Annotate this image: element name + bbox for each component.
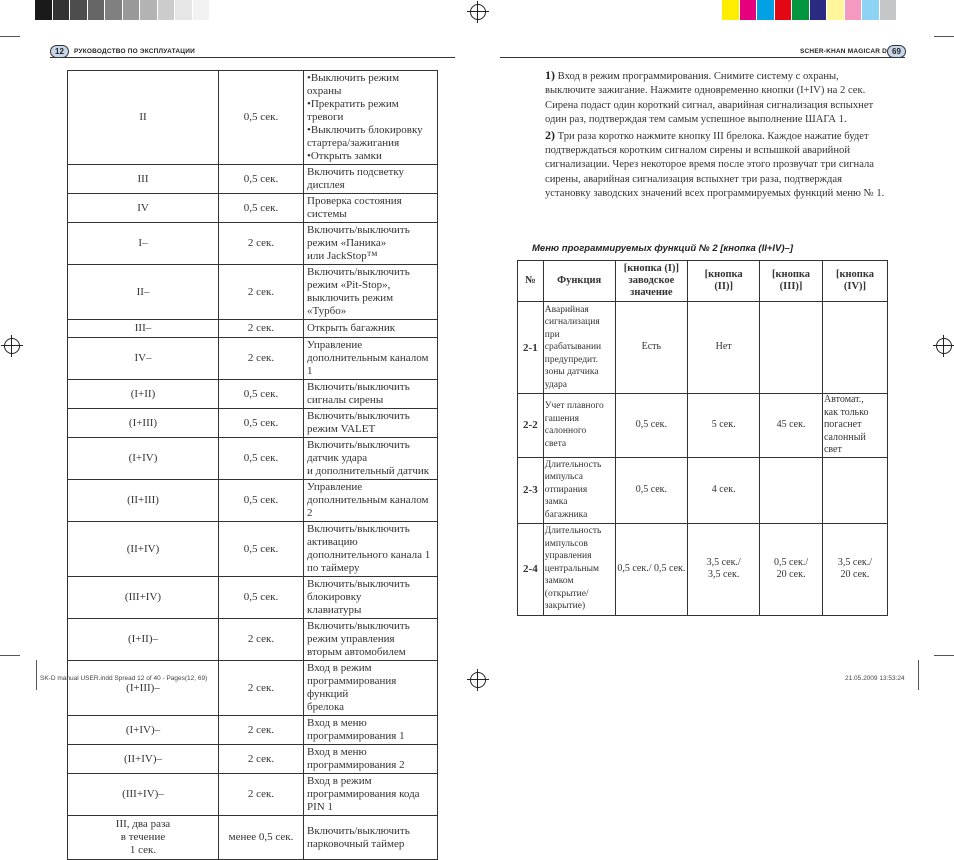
- color-swatch: [792, 0, 810, 20]
- button-combo-cell: IV: [68, 194, 219, 223]
- button-combo-cell: (III+IV): [68, 577, 219, 619]
- gray-swatch: [53, 0, 71, 20]
- value-button-1: 0,5 сек./ 0,5 сек.: [615, 523, 688, 615]
- table-row: [68, 265, 438, 320]
- registration-mark-right: [936, 338, 952, 354]
- programmable-functions-table: [517, 260, 888, 616]
- table-row: [68, 194, 438, 223]
- table-row: [68, 438, 438, 480]
- menu-number: 2-4: [518, 523, 544, 615]
- menu-number: 2-1: [518, 302, 544, 394]
- button-combo-cell: III: [68, 165, 219, 194]
- press-time-cell: 2 сек.: [219, 265, 304, 320]
- right-header-rule: [500, 57, 905, 58]
- menu-number: 2-3: [518, 457, 544, 523]
- right-running-head: SCHER-KHAN MAGICAR D: [800, 48, 888, 55]
- button-combo-cell: (I+III)–: [68, 661, 219, 716]
- crop-mark: [0, 36, 20, 37]
- button-combo-cell: II: [68, 71, 219, 165]
- function-cell: Управление дополнительным каналом 2: [304, 480, 438, 522]
- table-row: [68, 165, 438, 194]
- menu-function: Аварийная сигнализация при срабатывании предупредит. зоны датчика удара: [543, 302, 615, 394]
- left-header-rule: [50, 57, 455, 58]
- value-button-3: 0,5 сек./ 20 сек.: [760, 523, 823, 615]
- table-row: [68, 816, 438, 860]
- menu-number: 2-2: [518, 394, 544, 458]
- table-row: [68, 409, 438, 438]
- press-time-cell: 0,5 сек.: [219, 71, 304, 165]
- step-paragraph: 1) Вход в режим программирования. Снимите систему с охраны, выключите зажигание. Нажмите одновременно кнопки (I+IV) на 2 сек. Сирена подаст один короткий сигнал, аварийная сигнализация вспыхнет один раз, подтверждая тем самым успешное выполнение ШАГА 1.: [545, 68, 874, 126]
- press-time-cell: менее 0,5 сек.: [219, 816, 304, 860]
- crop-mark: [36, 660, 37, 690]
- press-time-cell: 0,5 сек.: [219, 480, 304, 522]
- value-button-2: Нет: [688, 302, 760, 394]
- registration-mark-top: [470, 4, 486, 20]
- gray-swatch: [35, 0, 53, 20]
- column-header: [кнопка (IV)]: [822, 261, 887, 302]
- color-swatch: [775, 0, 793, 20]
- menu-function: Длительность импульса отпирания замка багажника: [543, 457, 615, 523]
- column-header: [кнопка (III)]: [760, 261, 823, 302]
- menu-title: Меню программируемых функций № 2 [кнопка (II+IV)–]: [532, 243, 793, 254]
- value-button-3: [760, 302, 823, 394]
- function-cell: Управление дополнительным каналом 1: [304, 338, 438, 380]
- value-button-2: 5 сек.: [688, 394, 760, 458]
- left-page-number: 12: [50, 45, 69, 58]
- table-row: [68, 338, 438, 380]
- press-time-cell: 0,5 сек.: [219, 438, 304, 480]
- column-header: [кнопка (I)] заводское значение: [615, 261, 688, 302]
- press-time-cell: 2 сек.: [219, 774, 304, 816]
- table-row: [68, 380, 438, 409]
- table-row: [68, 774, 438, 816]
- function-cell: •Выключить режим охраны •Прекратить режим тревоги •Выключить блокировку стартера/зажигания •Открыть замки: [304, 71, 438, 165]
- color-swatch: [722, 0, 740, 20]
- crop-mark: [934, 655, 954, 656]
- function-cell: Включить/выключить парковочный таймер: [304, 816, 438, 860]
- value-button-2: 3,5 сек./ 3,5 сек.: [688, 523, 760, 615]
- function-cell: Включить/выключить режим управления вторым автомобилем: [304, 619, 438, 661]
- function-cell: Включить/выключить активацию дополнительного канала 1 по таймеру: [304, 522, 438, 577]
- value-button-2: 4 сек.: [688, 457, 760, 523]
- footer-file-info: SK-D manual USER.indd Spread 12 of 40 - Pages(12, 69): [40, 675, 208, 682]
- function-cell: Включить подсветку дисплея: [304, 165, 438, 194]
- button-combo-cell: II–: [68, 265, 219, 320]
- button-combo-cell: (II+III): [68, 480, 219, 522]
- step-paragraph: 2) Три раза коротко нажмите кнопку III брелока. Каждое нажатие будет подтверждаться коротким сигналом сирены и вспышкой аварийной сигнализации. Через некоторое время после этого прозвучат три сигнала сирены, аварийная сигнализация вспыхнет три раза, подтверждая установку заводских значений всех программируемых функций меню № 1.: [545, 127, 885, 200]
- gray-swatch: [193, 0, 211, 20]
- crop-mark: [918, 660, 919, 690]
- value-button-1: 0,5 сек.: [615, 394, 688, 458]
- function-cell: Вход в режим программирования кода PIN 1: [304, 774, 438, 816]
- table-row: [68, 480, 438, 522]
- value-button-4: 3,5 сек./ 20 сек.: [822, 523, 887, 615]
- value-button-4: Автомат., как только погаснет салонный свет: [822, 394, 887, 458]
- table-row: [68, 71, 438, 165]
- column-header: №: [518, 261, 544, 302]
- function-cell: Вход в меню программирования 2: [304, 745, 438, 774]
- press-time-cell: 2 сек.: [219, 716, 304, 745]
- table-row: [68, 745, 438, 774]
- programming-steps: [545, 68, 890, 202]
- color-swatch: [740, 0, 758, 20]
- function-cell: Включить/выключить режим «Pit-Stop», выключить режим «Турбо»: [304, 265, 438, 320]
- table-row: [68, 522, 438, 577]
- press-time-cell: 0,5 сек.: [219, 380, 304, 409]
- button-combo-cell: (II+IV)–: [68, 745, 219, 774]
- menu-row: [518, 302, 888, 394]
- footer-timestamp: 21.05.2009 13:53:24: [845, 675, 905, 682]
- crop-mark: [934, 36, 954, 37]
- function-cell: Включить/выключить режим «Паника» или JackStop™: [304, 223, 438, 265]
- button-combo-cell: (I+IV): [68, 438, 219, 480]
- right-page-number: 69: [887, 45, 906, 58]
- table-row: [68, 577, 438, 619]
- function-cell: Включить/выключить датчик удара и дополнительный датчик: [304, 438, 438, 480]
- press-time-cell: 2 сек.: [219, 223, 304, 265]
- gray-swatch: [140, 0, 158, 20]
- button-combo-cell: III–: [68, 320, 219, 338]
- gray-swatch: [70, 0, 88, 20]
- function-cell: Проверка состояния системы: [304, 194, 438, 223]
- color-swatch: [880, 0, 898, 20]
- color-swatch: [757, 0, 775, 20]
- value-button-1: Есть: [615, 302, 688, 394]
- step-number: 1): [545, 68, 555, 82]
- color-swatch: [862, 0, 880, 20]
- function-cell: Включить/выключить сигналы сирены: [304, 380, 438, 409]
- press-time-cell: 2 сек.: [219, 338, 304, 380]
- function-cell: Включить/выключить блокировку клавиатуры: [304, 577, 438, 619]
- table-row: [68, 661, 438, 716]
- function-cell: Включить/выключить режим VALET: [304, 409, 438, 438]
- button-combo-cell: (II+IV): [68, 522, 219, 577]
- column-header: [кнопка (II)]: [688, 261, 760, 302]
- button-combo-cell: I–: [68, 223, 219, 265]
- value-button-3: [760, 457, 823, 523]
- gray-swatch: [210, 0, 228, 20]
- button-combo-cell: IV–: [68, 338, 219, 380]
- function-cell: Вход в меню программирования 1: [304, 716, 438, 745]
- menu-function: Длительность импульсов управления центральным замком (открытие/ закрытие): [543, 523, 615, 615]
- menu-row: [518, 457, 888, 523]
- function-cell: Вход в режим программирования функций брелока: [304, 661, 438, 716]
- value-button-4: [822, 457, 887, 523]
- press-time-cell: 0,5 сек.: [219, 194, 304, 223]
- press-time-cell: 0,5 сек.: [219, 165, 304, 194]
- button-combo-cell: (I+III): [68, 409, 219, 438]
- table-row: [68, 619, 438, 661]
- menu-function: Учет плавного гашения салонного света: [543, 394, 615, 458]
- table-row: [68, 716, 438, 745]
- gray-calibration-bar: [35, 0, 228, 20]
- gray-swatch: [123, 0, 141, 20]
- table-row: [68, 320, 438, 338]
- registration-mark-bottom: [470, 672, 486, 688]
- press-time-cell: 2 сек.: [219, 661, 304, 716]
- gray-swatch: [105, 0, 123, 20]
- crop-mark: [0, 655, 20, 656]
- column-header: Функция: [543, 261, 615, 302]
- color-calibration-bar: [722, 0, 897, 20]
- gray-swatch: [175, 0, 193, 20]
- button-combo-cell: III, два раза в течение 1 сек.: [68, 816, 219, 860]
- left-running-head: РУКОВОДСТВО ПО ЭКСПЛУАТАЦИИ: [74, 48, 195, 55]
- value-button-4: [822, 302, 887, 394]
- button-combo-cell: (III+IV)–: [68, 774, 219, 816]
- button-combo-cell: (I+II)–: [68, 619, 219, 661]
- gray-swatch: [158, 0, 176, 20]
- function-cell: Открыть багажник: [304, 320, 438, 338]
- press-time-cell: 2 сек.: [219, 619, 304, 661]
- press-time-cell: 0,5 сек.: [219, 522, 304, 577]
- color-swatch: [827, 0, 845, 20]
- button-combo-cell: (I+II): [68, 380, 219, 409]
- value-button-3: 45 сек.: [760, 394, 823, 458]
- menu-row: [518, 523, 888, 615]
- table-row: [68, 223, 438, 265]
- color-swatch: [845, 0, 863, 20]
- button-combo-cell: (I+IV)–: [68, 716, 219, 745]
- value-button-1: 0,5 сек.: [615, 457, 688, 523]
- press-time-cell: 0,5 сек.: [219, 409, 304, 438]
- button-function-table: [67, 70, 438, 860]
- press-time-cell: 2 сек.: [219, 745, 304, 774]
- step-number: 2): [545, 127, 555, 142]
- color-swatch: [810, 0, 828, 20]
- press-time-cell: 2 сек.: [219, 320, 304, 338]
- gray-swatch: [88, 0, 106, 20]
- registration-mark-left: [4, 338, 20, 354]
- press-time-cell: 0,5 сек.: [219, 577, 304, 619]
- menu-row: [518, 394, 888, 458]
